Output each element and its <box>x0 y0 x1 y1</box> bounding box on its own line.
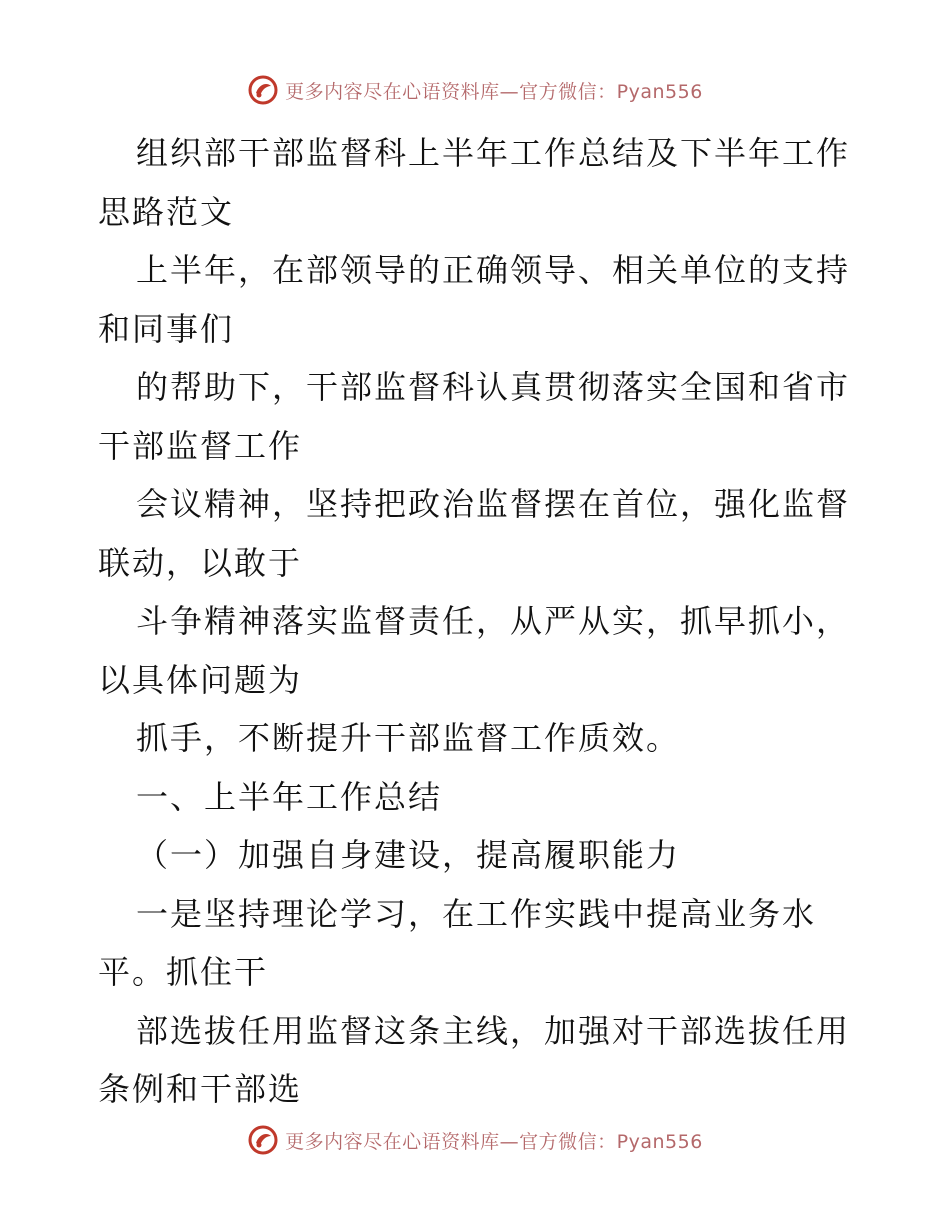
brand-logo-icon <box>247 74 279 106</box>
text-line: 一、上半年工作总结 <box>136 777 443 816</box>
text-line: 和同事们 <box>98 309 235 348</box>
text-line: 会议精神，坚持把政治监督摆在首位，强化监督 <box>136 485 851 523</box>
text-line: 的帮助下，干部监督科认真贯彻落实全国和省市 <box>136 368 851 406</box>
text-line: 条例和干部选 <box>98 1070 303 1108</box>
brand-logo-icon <box>247 1124 279 1156</box>
text-line: 部选拔任用监督这条主线，加强对干部选拔任用 <box>136 1011 851 1050</box>
text-line: 平。抓住干 <box>98 953 269 991</box>
text-line: （一）加强自身建设，提高履职能力 <box>136 836 681 874</box>
text-line: 以具体问题为 <box>98 660 303 699</box>
text-line: 组织部干部监督科上半年工作总结及下半年工作 <box>136 134 851 172</box>
text-line: 上半年，在部领导的正确领导、相关单位的支持 <box>136 251 851 289</box>
watermark-text: 更多内容尽在心语资料库—官方微信：Pyan556 <box>285 80 703 103</box>
footer-watermark <box>0 1120 950 1160</box>
document-body <box>98 124 858 1119</box>
text-line: 斗争精神落实监督责任，从严从实，抓早抓小， <box>136 602 851 640</box>
watermark-text: 更多内容尽在心语资料库—官方微信：Pyan556 <box>285 1130 703 1153</box>
text-line: 联动，以敢于 <box>98 543 303 582</box>
text-line: 一是坚持理论学习，在工作实践中提高业务水 <box>136 894 817 933</box>
text-line: 干部监督工作 <box>98 426 303 465</box>
text-line: 抓手，不断提升干部监督工作质效。 <box>136 719 681 757</box>
header-watermark <box>0 70 950 110</box>
text-line: 思路范文 <box>98 192 235 231</box>
